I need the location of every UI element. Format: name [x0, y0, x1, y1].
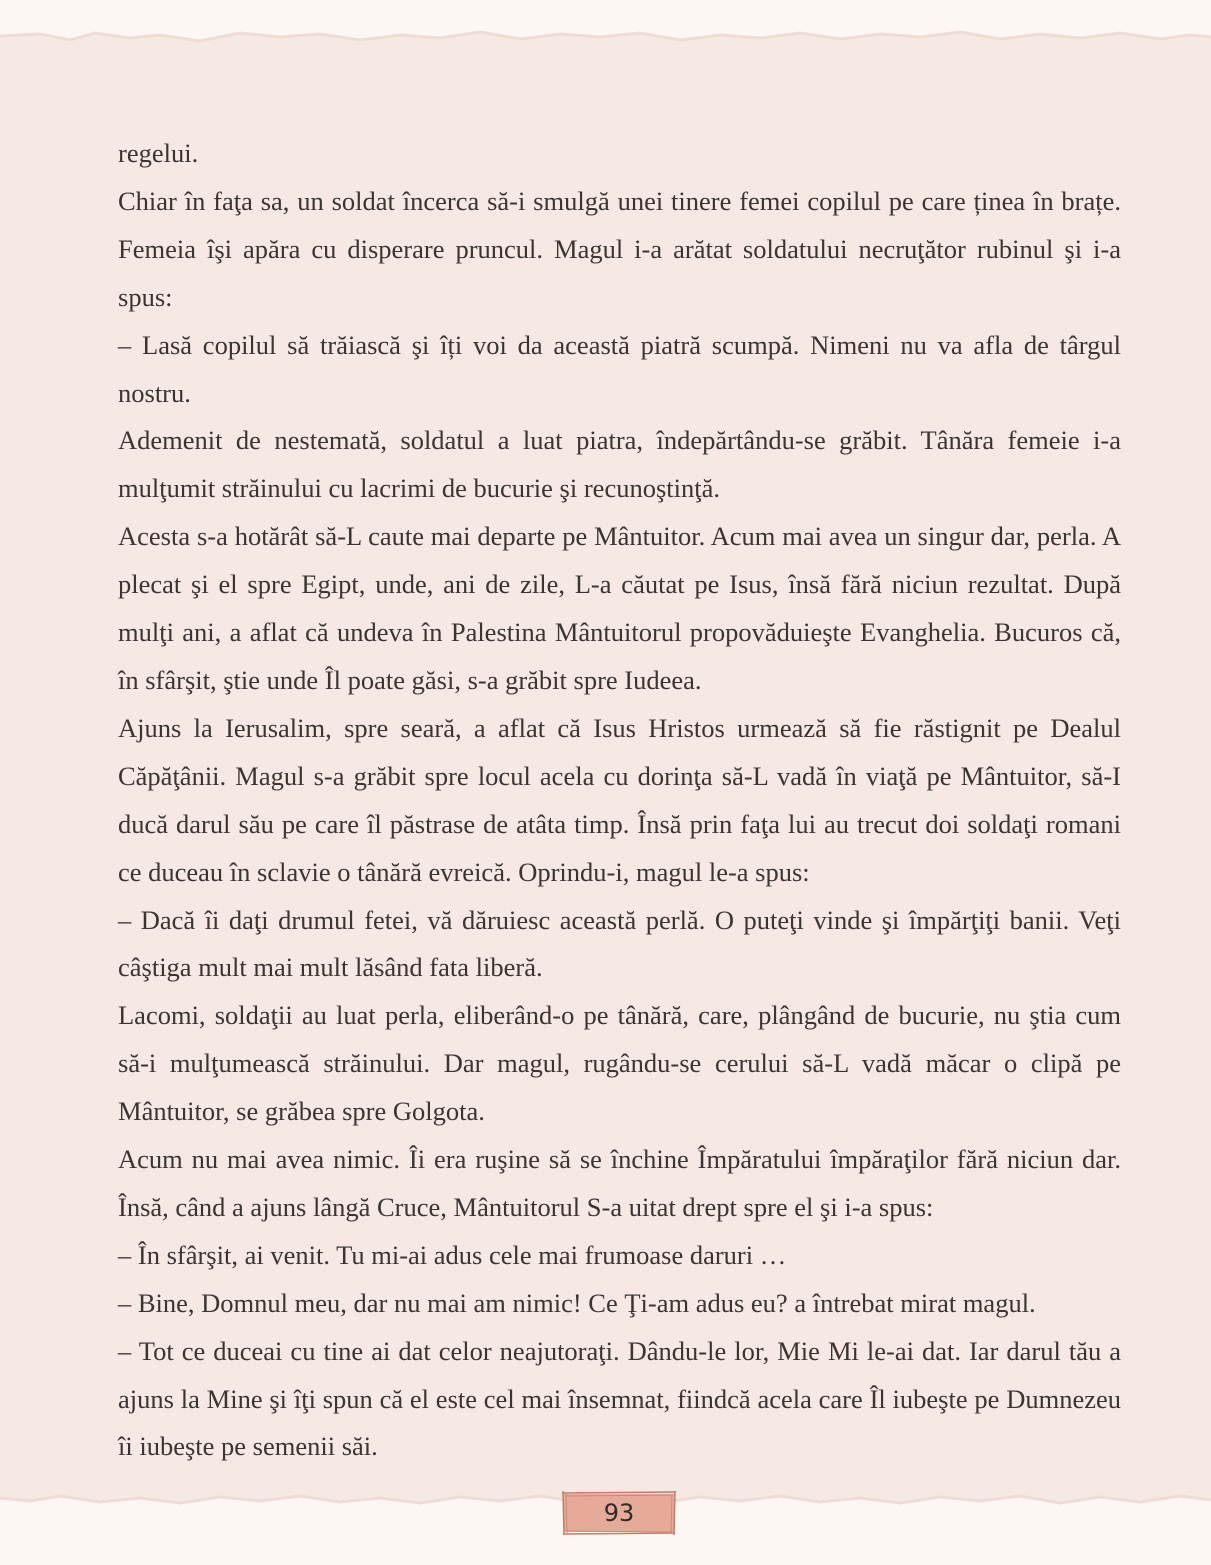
page-number-badge [561, 1490, 677, 1536]
paragraph: – În sfârşit, ai venit. Tu mi-ai adus cele mai frumoase daruri … [118, 1239, 787, 1270]
paragraph: Acesta s-a hotărât să-L caute mai departe pe Mântuitor. Acum mai avea un singur dar, perla. A plecat şi el spre Egipt, unde, ani de zile, L-a căutat pe Isus, însă fără niciun rezultat. După mulţi ani, a aflat că undeva în Palestina Mântuitorul propovăduieşte Evanghelia. Bucuros că, în sfârşit, ştie unde Îl poate găsi, s-a grăbit spre Iudeea. [118, 521, 1121, 695]
paragraph: Ademenit de nestemată, soldatul a luat piatra, îndepărtându-se grăbit. Tânăra femeie i-a mulţumit străinului cu lacrimi de bucurie şi recunoştinţă. [118, 425, 1121, 504]
story-text [118, 130, 1121, 1471]
paragraph: Ajuns la Ierusalim, spre seară, a aflat că Isus Hristos urmează să fie răstignit pe Dealul Căpăţânii. Magul s-a grăbit spre locul acela cu dorinţa să-L vadă în viaţă pe Mântuitor, să-I ducă darul său pe care îl păstrase de atâta timp. Însă prin faţa lui au trecut doi soldaţi romani ce duceau în sclavie o tânără evreică. Oprindu-i, magul le-a spus: [118, 712, 1121, 887]
paragraph: Lacomi, soldaţii au luat perla, eliberând-o pe tânără, care, plângând de bucurie, nu ştia cum să-i mulţumească străinului. Dar magul, rugându-se cerului să-L vadă măcar o clipă pe Mântuitor, se grăbea spre Golgota. [118, 1000, 1121, 1127]
paragraph: – Lasă copilul să trăiască şi îți voi da această piatră scumpă. Nimeni nu va afla de târgul nostru. [118, 329, 1121, 408]
paragraph: – Dacă îi daţi drumul fetei, vă dăruiesc această perlă. O puteţi vinde şi împărţiţi banii. Veţi câştiga mult mai mult lăsând fata liberă. [118, 904, 1121, 983]
paragraph: regelui. [118, 138, 199, 168]
paragraph: Acum nu mai avea nimic. Îi era ruşine să se închine Împăratului împăraţilor fără niciun dar. Însă, când a ajuns lângă Cruce, Mântuitorul S-a uitat drept spre el şi i-a spus: [118, 1144, 1121, 1222]
paragraph: – Bine, Domnul meu, dar nu mai am nimic! Ce Ţi-am adus eu? a întrebat mirat magul. [118, 1287, 1036, 1318]
page-number: 93 [603, 1499, 635, 1527]
paragraph: Chiar în faţa sa, un soldat încerca să-i smulgă unei tinere femei copilul pe care ținea în brațe. Femeia îşi apăra cu disperare pruncul. Magul i-a arătat soldatului necruţător rubinul şi i-a spus: [118, 185, 1121, 312]
paragraph: – Tot ce duceai cu tine ai dat celor neajutoraţi. Dându-le lor, Mie Mi le-ai dat. Iar darul tău a ajuns la Mine şi îţi spun că el este cel mai însemnat, fiindcă acela care Îl iubeşte pe Dumnezeu îi iubeşte pe semenii săi. [118, 1335, 1121, 1462]
